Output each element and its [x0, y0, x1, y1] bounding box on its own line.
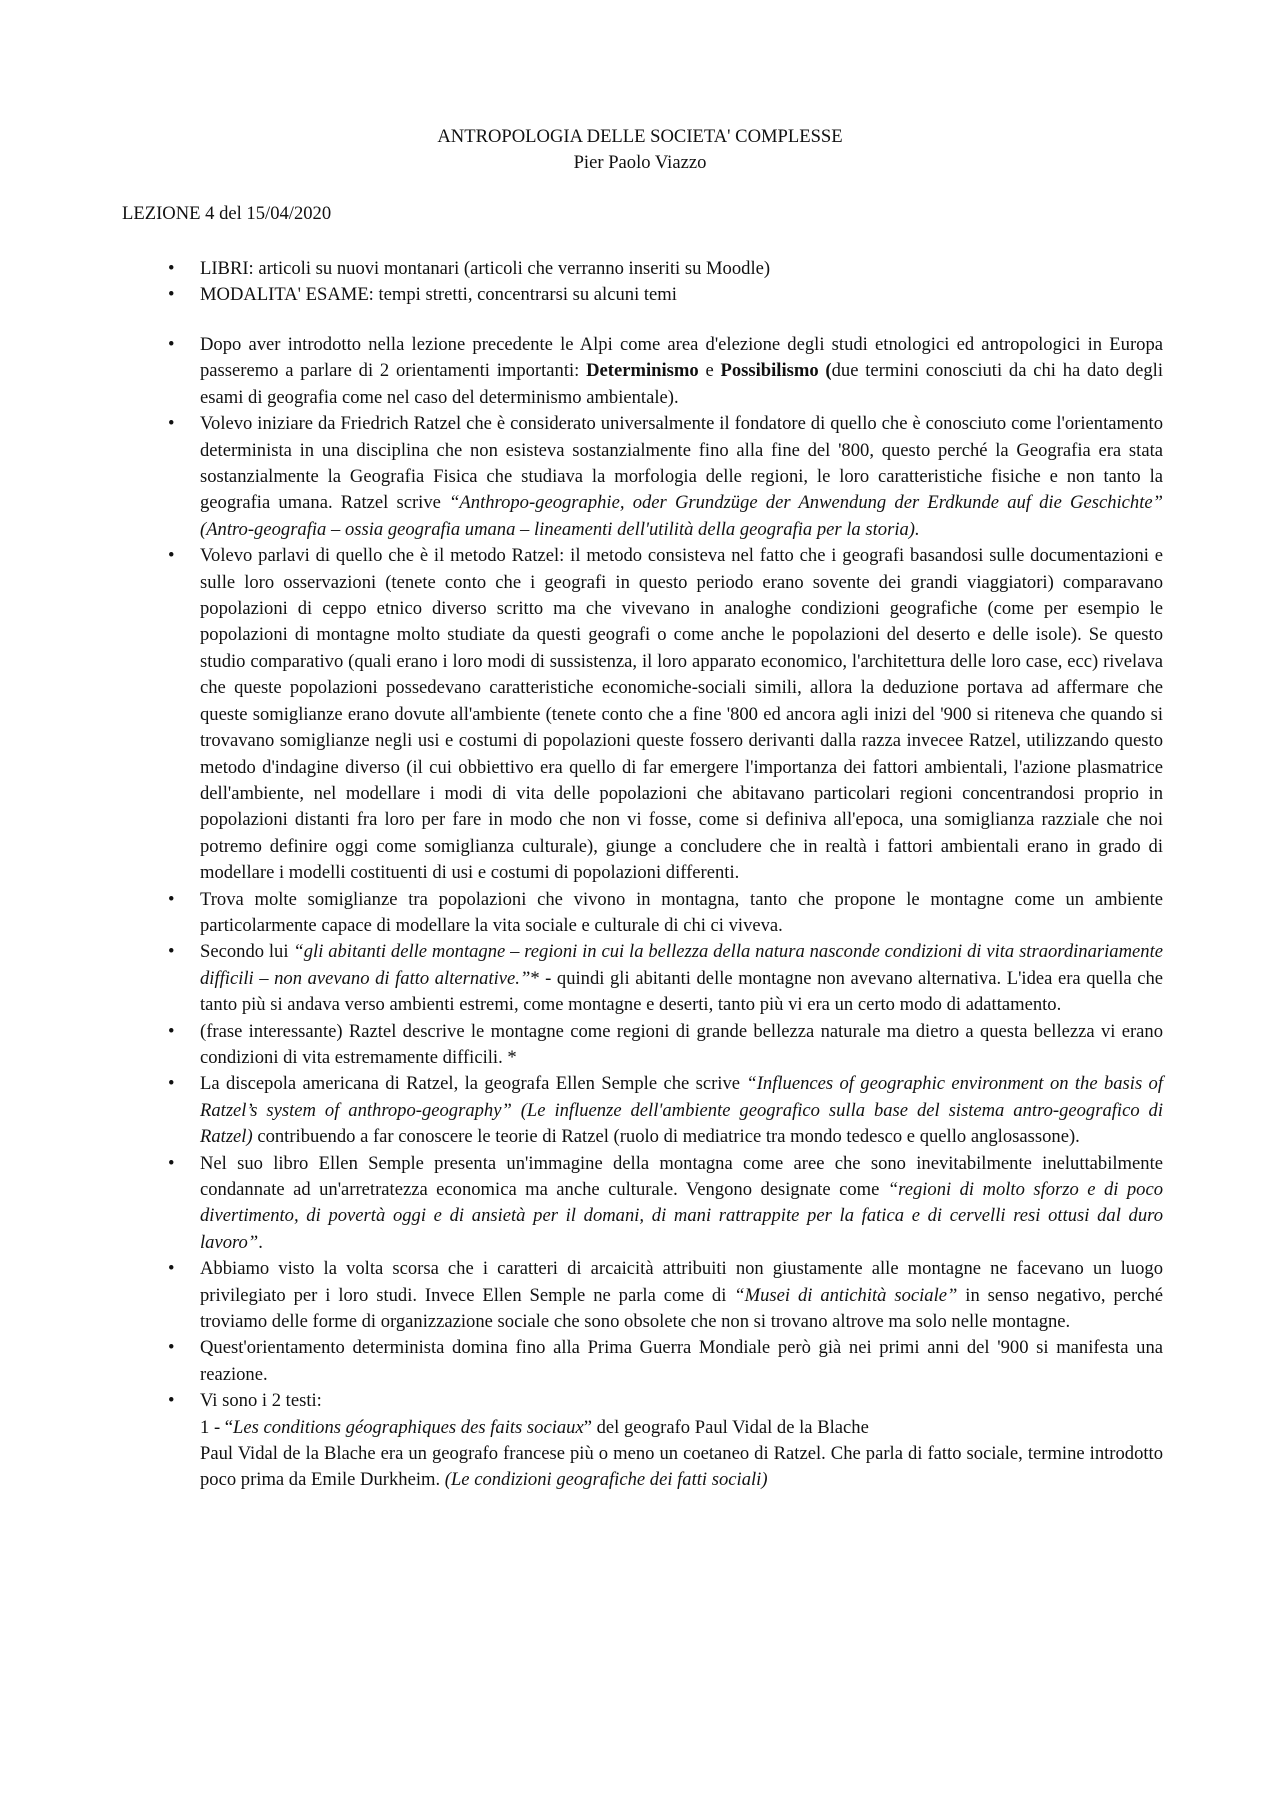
text-segment: La discepola americana di Ratzel, la geografa Ellen Semple che scrive: [200, 1073, 747, 1095]
list-item: [168, 282, 1163, 308]
bullet-list-info: [168, 256, 1163, 309]
list-item: [168, 1019, 1163, 1072]
text-segment: Abbiamo visto la volta scorsa che i caratteri di arcaicità attribuiti non giustamente alle montagne ne facevano un luogo privilegiato per i loro studi. Invece Ellen Semple ne parla come di: [200, 1258, 1163, 1306]
italic-text: (Le condizioni geografiche dei fatti sociali): [444, 1469, 768, 1491]
text-segment: due termini conosciuti da chi ha dato degli esami di geografia come nel caso del determinismo ambientale).: [200, 360, 1163, 408]
bullet-icon: •: [168, 334, 175, 355]
text-segment: Paul Vidal de la Blache era un geografo francese più o meno un coetaneo di Ratzel. Che parla di fatto sociale, termine introdotto poco prima da Emile Durkheim.: [200, 1443, 1163, 1491]
bullet-list-notes: [168, 332, 1163, 1494]
text-segment: 1 - “: [200, 1416, 234, 1438]
italic-text: “gli abitanti delle montagne – regioni in cui la bellezza della natura nasconde condizioni di vita straordinariamente difficili – non avevano di fatto alternative.”: [200, 941, 1163, 989]
italic-text: Les conditions géographiques des faits sociaux: [233, 1416, 584, 1438]
document-author: Pier Paolo Viazzo: [573, 152, 707, 174]
text-segment: * - quindi gli abitanti delle montagne non avevano alternativa. L'idea era quella che tanto più si andava verso ambienti estremi, come montagne e deserti, tanto più vi era un certo modo di adattamento.: [200, 967, 1164, 1016]
italic-text: “Musei di antichità sociale”: [734, 1284, 958, 1306]
list-item: [168, 1335, 1163, 1388]
list-item: [168, 411, 1163, 543]
text-segment: Volevo iniziare da Friedrich Ratzel che è considerato universalmente il fondatore di quello che è conosciuto come l'orientamento determinista in una disciplina che non esisteva sostanzialmente fino alla fine del '800, questo perché la Geografia era stata sostanzialmente la Geografia Fisica che studiava la morfologia delle regioni, le loro caratteristiche fisiche e non tanto la geografia umana. Ratzel scrive: [200, 413, 1163, 514]
text-segment: Secondo lui: [200, 941, 294, 963]
text-segment: MODALITA' ESAME: tempi stretti, concentrarsi su alcuni temi: [200, 284, 677, 306]
bullet-icon: •: [168, 413, 175, 435]
text-segment: e: [698, 360, 721, 382]
text-segment: LIBRI: articoli su nuovi montanari (articoli che verranno inseriti su Moodle): [200, 258, 771, 279]
bullet-icon: •: [168, 258, 175, 279]
list-item: [168, 939, 1163, 1018]
bold-text: (: [818, 360, 832, 382]
list-item: [168, 1388, 1163, 1494]
document-title: ANTROPOLOGIA DELLE SOCIETA' COMPLESSE: [437, 126, 843, 147]
bullet-icon: •: [168, 888, 175, 910]
text-segment: ” del geografo Paul Vidal de la Blache: [583, 1416, 869, 1438]
bold-text: Determinismo: [586, 360, 699, 382]
bullet-icon: •: [168, 1020, 175, 1042]
bullet-icon: •: [168, 941, 175, 963]
text-segment: Trova molte somiglianze tra popolazioni che vivono in montagna, tanto che propone le montagne come un ambiente particolarmente capace di modellare la vita sociale e culturale di chi ci viveva.: [200, 888, 1163, 936]
bold-text: Possibilismo: [720, 360, 819, 382]
list-item: [168, 256, 1163, 282]
text-segment: .: [258, 1231, 263, 1253]
bullet-icon: •: [168, 284, 175, 306]
list-item: [168, 543, 1163, 886]
list-item: [168, 332, 1163, 411]
text-segment: (frase interessante) Raztel descrive le montagne come regioni di grande bellezza naturale ma dietro a questa bellezza vi erano condizioni di vita estremamente difficili. *: [200, 1020, 1163, 1068]
text-segment: contribuendo a far conoscere le teorie di Ratzel (ruolo di mediatrice tra mondo tedesco e quello anglosassone).: [252, 1126, 1080, 1148]
bullet-icon: •: [168, 545, 175, 567]
lesson-heading: LEZIONE 4 del 15/04/2020: [122, 203, 332, 224]
text-segment: Nel suo libro Ellen Semple presenta un'immagine della montagna come aree che sono inevitabilmente ineluttabilmente condannate ad un'arretratezza economica ma anche culturale. Vengono designate come: [200, 1152, 1163, 1200]
text-segment: Dopo aver introdotto nella lezione precedente le Alpi come area d'elezione degli studi etnologici ed antropologici in Europa passeremo a parlare di 2 orientamenti importanti:: [200, 334, 1163, 382]
list-item: [168, 1071, 1163, 1150]
list-item: [168, 887, 1163, 940]
bullet-icon: •: [168, 1073, 175, 1095]
text-segment: Quest'orientamento determinista domina fino alla Prima Guerra Mondiale però già nei primi anni del '900 si manifesta una reazione.: [200, 1337, 1163, 1385]
list-item: [168, 1151, 1163, 1257]
bullet-icon: •: [168, 1258, 175, 1280]
italic-text: “Influences of geographic environment on the basis of Ratzel’s system of anthropo-geography” (Le influenze dell'ambiente geografico sulla base del sistema antro-geografico di Ratzel): [200, 1073, 1164, 1148]
document-header: [0, 124, 1280, 177]
italic-text: “Anthropo-geographie, oder Grundzüge der Anwendung der Erdkunde auf die Geschichte” (Antro-geografia – ossia geografia umana – lineamenti dell'utilità della geografia per la storia).: [200, 492, 1163, 540]
bullet-icon: •: [168, 1390, 175, 1412]
text-segment: Vi sono i 2 testi:: [200, 1390, 322, 1412]
bullet-icon: •: [168, 1152, 175, 1174]
italic-text: “regioni di molto sforzo e di poco divertimento, di povertà oggi e di ansietà per il domani, di mani rattrappite per la fatica e di cervelli resi ottusi dal duro lavoro”: [200, 1179, 1163, 1253]
text-segment: Volevo parlavi di quello che è il metodo Ratzel: il metodo consisteva nel fatto che i geografi basandosi sulle documentazioni e sulle loro osservazioni (tenete conto che i geografi in questo periodo erano sovente dei grandi viaggiatori) comparavano popolazioni di ceppo etnico diverso scritto ma che vivevano in analoghe condizioni geografiche (come per esempio le popolazioni di montagne molto studiate da questi geografi o come anche le popolazioni del deserto e delle isole). Se questo studio comparativo (quali erano i loro modi di sussistenza, il loro apparato economico, l'architettura delle loro case, ecc) rivelava che queste popolazioni possedevano caratteristiche economiche-sociali simili, allora la deduzione portava ad affermare che queste somiglianze erano dovute all'ambiente (tenete conto che a fine '800 ed ancora agli inizi del '900 si riteneva che quando si trovavano somiglianze negli usi e costumi di popolazioni queste fossero derivanti dalla razza invecee Ratzel, utilizzando questo metodo d'indagine diverso (il cui obbiettivo era quello di far emergere l'importanza dei fattori ambientali, l'azione plasmatrice dell'ambiente, nel modellare i modi di vita delle popolazioni che abitavano particolari regioni concentrandosi proprio in popolazioni distanti fra loro per fare in modo che non vi fosse, come si definiva all'epoca, una somiglianza razziale che noi potremo definire oggi come somiglianza culturale), giunge a concludere che in realtà i fattori ambientali erano in grado di modellare i modelli costituenti di usi e costumi di popolazioni differenti.: [200, 545, 1163, 884]
bullet-icon: •: [168, 1337, 175, 1359]
text-segment: in senso negativo, perché troviamo delle forme di organizzazione sociale che sono obsolete che non si trovano altrove ma solo nelle montagne.: [200, 1284, 1164, 1333]
list-item: [168, 1256, 1163, 1335]
